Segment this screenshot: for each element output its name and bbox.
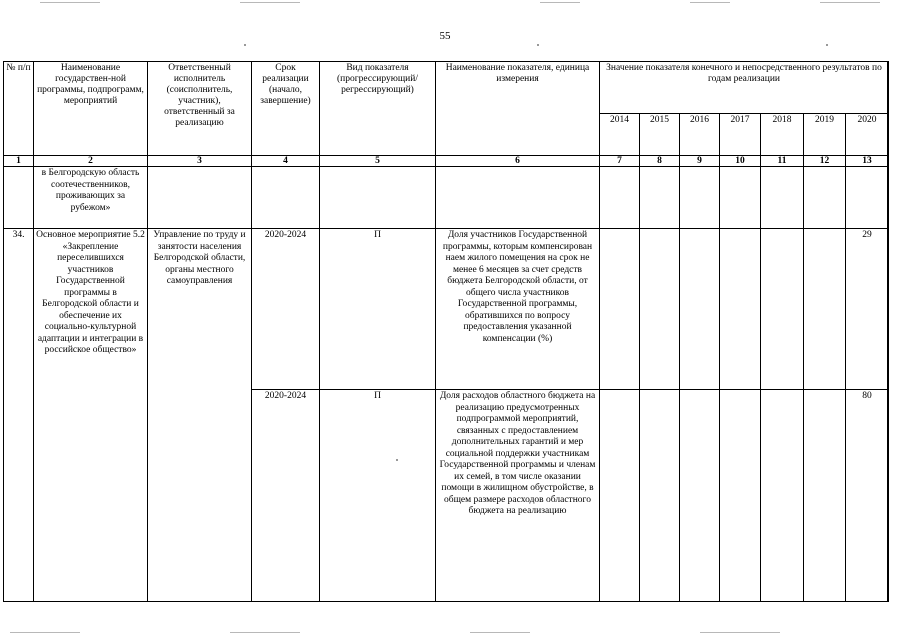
header-indicator-name: Наименование показателя, единица измерения <box>436 62 600 156</box>
cell-empty <box>148 167 252 229</box>
value-2019 <box>804 390 846 602</box>
scan-line-top-4 <box>690 2 730 3</box>
column-number: 10 <box>720 156 761 167</box>
value-2019 <box>804 229 846 390</box>
year-header: 2018 <box>761 114 804 156</box>
cell-empty <box>720 167 761 229</box>
indicator-type: П <box>320 390 436 602</box>
year-header: 2020 <box>846 114 889 156</box>
column-number: 9 <box>680 156 720 167</box>
cell-empty <box>680 167 720 229</box>
header-values-group: Значение показателя конечного и непосредственного результатов по годам реализации <box>600 62 889 114</box>
implementation-period: 2020-2024 <box>252 390 320 602</box>
header-row <box>4 62 889 114</box>
scan-line-bottom-3 <box>470 632 530 633</box>
column-number: 3 <box>148 156 252 167</box>
column-number: 4 <box>252 156 320 167</box>
column-number: 2 <box>34 156 148 167</box>
year-header: 2015 <box>640 114 680 156</box>
value-2020: 80 <box>846 390 889 602</box>
scan-line-top-3 <box>540 2 580 3</box>
scan-speck <box>244 44 246 46</box>
value-2017 <box>720 390 761 602</box>
cell-empty <box>640 167 680 229</box>
column-numbers-row <box>4 156 889 167</box>
value-2016 <box>680 390 720 602</box>
scan-line-bottom-4 <box>700 632 780 633</box>
continuation-row <box>4 167 889 229</box>
column-number: 12 <box>804 156 846 167</box>
header-indicator-type: Вид показателя (прогрессирующий/ регрессирующий) <box>320 62 436 156</box>
value-2017 <box>720 229 761 390</box>
scan-line-bottom-2 <box>230 632 300 633</box>
cell-empty <box>320 167 436 229</box>
year-header: 2016 <box>680 114 720 156</box>
cell-empty <box>846 167 889 229</box>
cell-empty <box>804 167 846 229</box>
value-2018 <box>761 390 804 602</box>
indicator-type: П <box>320 229 436 390</box>
scan-line-top-2 <box>240 2 300 3</box>
value-2014 <box>600 229 640 390</box>
year-header: 2019 <box>804 114 846 156</box>
indicator-name: Доля расходов областного бюджета на реализацию предусмотренных подпрограммой мероприятий, связанных с предоставлением дополнительных гарантий и мер социальной поддержки участникам Государственной программы и членам их семей, в том числе оказании помощи в жилищном обустройстве, в общем размере расходов областного бюджета на реализацию <box>436 390 600 602</box>
column-number: 11 <box>761 156 804 167</box>
value-2015 <box>640 229 680 390</box>
table-row <box>4 229 889 390</box>
value-2015 <box>640 390 680 602</box>
continuation-name: в Белгородскую область соотечественников, проживающих за рубежом» <box>34 167 148 229</box>
header-num: № п/п <box>4 62 34 156</box>
cell-empty <box>436 167 600 229</box>
year-header: 2014 <box>600 114 640 156</box>
page-number: 55 <box>439 30 451 42</box>
scan-line-bottom-1 <box>10 632 80 633</box>
header-responsible: Ответственный исполнитель (соисполнитель, участник), ответственный за реализацию <box>148 62 252 156</box>
column-number: 6 <box>436 156 600 167</box>
indicator-name: Доля участников Государственной программы, которым компенсирован наем жилого помещения на срок не менее 6 месяцев за счет средств бюджета Белгородской области, от общего числа участников Государственной программы, обратившихся по вопросу предоставления указанной компенсации (%) <box>436 229 600 390</box>
column-number: 5 <box>320 156 436 167</box>
implementation-period: 2020-2024 <box>252 229 320 390</box>
value-2016 <box>680 229 720 390</box>
value-2014 <box>600 390 640 602</box>
activity-name: Основное мероприятие 5.2 «Закрепление переселившихся участников Государственной программы в Белгородской области и обеспечение их социально-культурной адаптации и интеграции в российское общество» <box>34 229 148 602</box>
column-number: 13 <box>846 156 889 167</box>
row-number: 34. <box>4 229 34 602</box>
responsible-executor: Управление по труду и занятости населения Белгородской области, органы местного самоуправления <box>148 229 252 602</box>
cell-empty <box>761 167 804 229</box>
column-number: 1 <box>4 156 34 167</box>
scan-speck <box>826 44 828 46</box>
scan-line-top-5 <box>820 2 880 3</box>
column-number: 7 <box>600 156 640 167</box>
column-number: 8 <box>640 156 680 167</box>
year-header: 2017 <box>720 114 761 156</box>
scan-line-top-1 <box>40 2 100 3</box>
value-2018 <box>761 229 804 390</box>
value-2020: 29 <box>846 229 889 390</box>
scan-speck <box>537 44 539 46</box>
cell-empty <box>600 167 640 229</box>
cell-empty <box>4 167 34 229</box>
header-period: Срок реализации (начало, завершение) <box>252 62 320 156</box>
indicators-table <box>3 61 889 602</box>
cell-empty <box>252 167 320 229</box>
header-name: Наименование государствен-ной программы, подпрограмм, мероприятий <box>34 62 148 156</box>
